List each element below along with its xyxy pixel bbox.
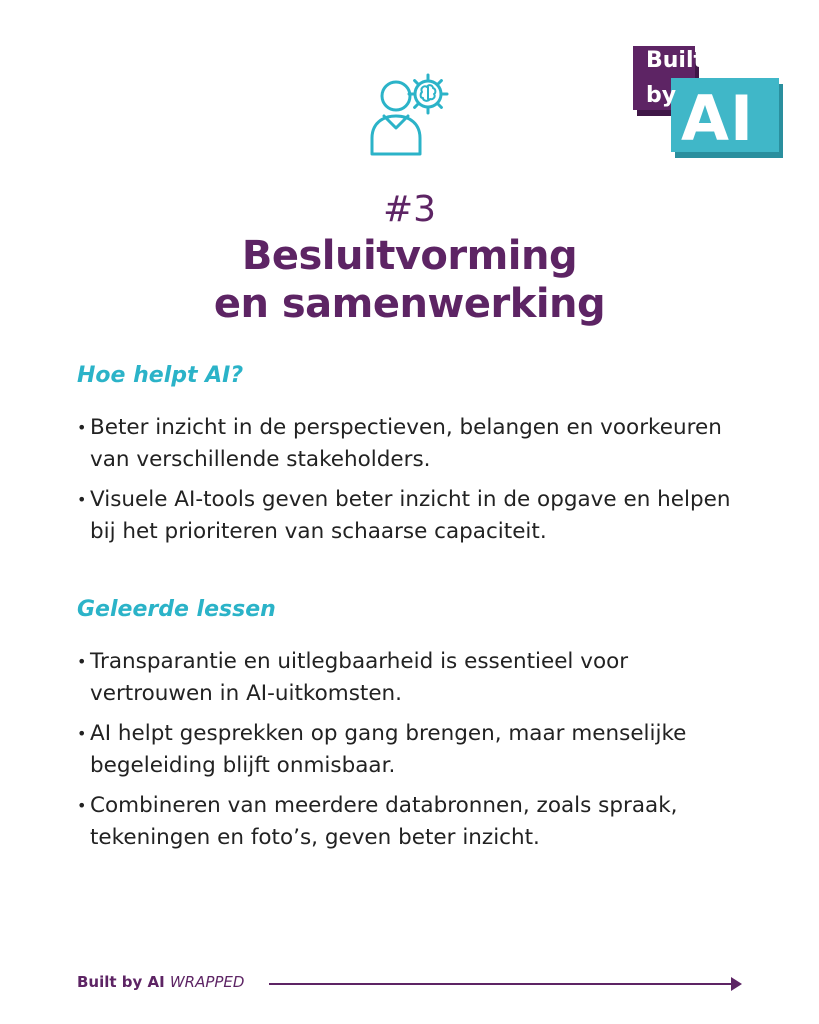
person-with-brain-gear-icon [366,72,452,158]
section-heading-how-ai-helps: Hoe helpt AI? [77,363,244,388]
footer [77,972,747,996]
logo-by-text: by [646,83,677,108]
page-title [0,232,819,328]
list-item: • Visuele AI-tools geven beter inzicht in de opgave en helpen bij het prioriteren van schaarse capaciteit. [77,484,757,548]
title-line-2: en samenwerking [213,281,606,327]
logo-ai-text: AI [681,82,755,155]
footer-tag: WRAPPED [169,973,245,991]
list-item: • Transparantie en uitlegbaarheid is essentieel voor vertrouwen in AI-uitkomsten. [77,646,757,710]
footer-brand: Built by AI [77,973,165,991]
list-item: • AI helpt gesprekken op gang brengen, maar menselijke begeleiding blijft onmisbaar. [77,718,757,782]
bullet-list-how-ai-helps [77,412,757,556]
title-line-1: Besluitvorming [241,233,578,279]
footer-divider-line [269,983,737,985]
list-item: • Combineren van meerdere databronnen, zoals spraak, tekeningen en foto’s, geven beter inzicht. [77,790,757,854]
built-by-ai-logo [633,44,783,158]
list-item: • Beter inzicht in de perspectieven, belangen en voorkeuren van verschillende stakeholders. [77,412,757,476]
logo-built-text: Built [646,48,705,73]
bullet-list-lessons-learned [77,646,757,862]
section-heading-lessons-learned: Geleerde lessen [77,597,276,622]
arrow-right-icon [731,977,742,991]
item-number: #3 [382,189,437,230]
